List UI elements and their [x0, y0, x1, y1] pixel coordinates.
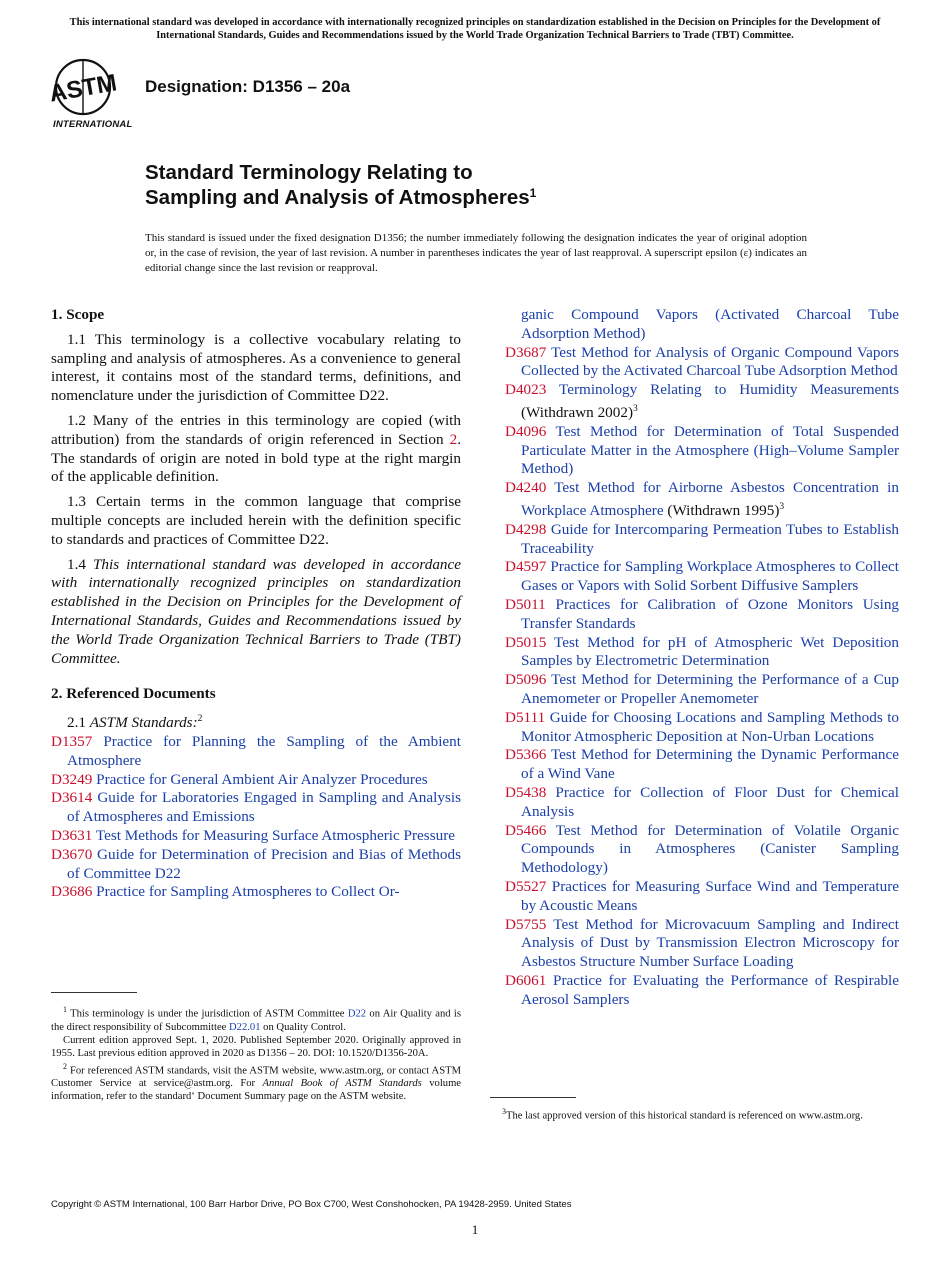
- reference-code-link[interactable]: D4597: [505, 558, 547, 576]
- reference-code-link[interactable]: D5015: [505, 633, 547, 651]
- reference-title-link[interactable]: Test Method for Microvacuum Sampling and Indirect Analysis of Dust by Transmission Electron Microscopy for Asbestos Structure Number Surface Loading: [521, 915, 899, 971]
- footnote-2: [51, 1060, 461, 1104]
- footnote-2-italic: Annual Book of ASTM Standards: [262, 1078, 422, 1090]
- reference-item: [505, 423, 899, 479]
- scope-paragraph-1: 1.1 This terminology is a collective vocabulary relating to sampling and analysis of atmospheres. As a convenience to general interest, it contains most of the standard terms, definitions, and nomenclature under the jurisdiction of Committee D22.: [51, 330, 461, 405]
- reference-title-link[interactable]: Terminology Relating to Humidity Measurements: [559, 381, 899, 399]
- reference-item: [51, 827, 461, 846]
- scope-p4-text: This international standard was developed in accordance with internationally recognized principles on standardization established in the Decision on Principles for the Development of International Standards, Guides and Recommendations issued by the World Trade Organization Technical Barriers to Trade (TBT) Committee.: [51, 555, 462, 667]
- reference-item: [505, 822, 899, 878]
- reference-title-link[interactable]: Test Method for Determining the Performance of a Cup Anemometer or Propeller Anemometer: [521, 671, 899, 708]
- subsection-number: 2.1: [67, 714, 86, 732]
- reference-title-link[interactable]: Practice for Sampling Workplace Atmospheres to Collect Gases or Vapors with Solid Sorbent Diffusive Samplers: [521, 558, 900, 595]
- reference-item: [505, 558, 899, 596]
- withdrawn-note: (Withdrawn 1995): [667, 502, 780, 520]
- committee-d22-link[interactable]: D22: [347, 1008, 367, 1020]
- reference-item: [51, 771, 461, 790]
- astm-standards-label: [67, 710, 461, 733]
- reference-code-link[interactable]: D6061: [505, 972, 547, 990]
- reference-item: [51, 789, 461, 827]
- reference-code-link[interactable]: D5096: [505, 671, 547, 689]
- reference-item: [505, 878, 899, 916]
- reference-item: [505, 972, 899, 1010]
- standard-top-note: This international standard was developed in accordance with internationally recognized principles on standardization established in the Decision on Principles for the Development of International Standards, Guides and Recommendations issued by the World Trade Organization Technical Barriers to Trade (TBT) Committee.: [69, 17, 881, 41]
- reference-item: [505, 916, 899, 972]
- reference-item: [505, 521, 899, 559]
- reference-list-left: [51, 733, 461, 902]
- scope-paragraph-4: [51, 556, 461, 669]
- reference-item: [505, 634, 899, 672]
- issued-note: This standard is issued under the fixed designation D1356; the number immediately following the designation indicates the year of original adoption or, in the case of revision, the year of last revision. A number in parentheses indicates the year of last reapproval. A superscript epsilon (ε) indicates an editorial change since the last revision or reapproval.: [145, 232, 807, 274]
- scope-paragraph-2: [51, 412, 461, 487]
- reference-title-link[interactable]: Test Method for Determination of Total Suspended Particulate Matter in the Atmosphere (High–Volume Sampler Method): [521, 422, 899, 478]
- reference-title-link[interactable]: Guide for Intercomparing Permeation Tubes to Establish Traceability: [521, 520, 899, 557]
- page-title: [145, 160, 536, 210]
- reference-item: [51, 883, 461, 902]
- footnote-rule-right: [490, 1097, 576, 1098]
- referenced-documents-heading: 2. Referenced Documents: [51, 685, 216, 703]
- title-footnote-marker: 1: [529, 186, 537, 200]
- designation: Designation: D1356 – 20a: [145, 77, 351, 96]
- reference-title-link[interactable]: Guide for Choosing Locations and Sampling Methods to Monitor Atmospheric Deposition at Non-Urban Locations: [521, 708, 900, 745]
- reference-item: [505, 596, 899, 634]
- footnote-1-text-a: This terminology is under the jurisdiction of ASTM Committee: [70, 1008, 345, 1020]
- reference-code-link[interactable]: D3614: [51, 789, 93, 807]
- reference-code-link[interactable]: D5111: [505, 708, 546, 726]
- reference-item: [51, 733, 461, 771]
- reference-title-link[interactable]: Test Method for Determining the Dynamic Performance of a Wind Vane: [521, 746, 899, 783]
- subsection-footnote-marker: 2: [197, 714, 203, 725]
- footnote-3-marker: 3: [502, 1107, 506, 1116]
- reference-title-link[interactable]: Practices for Calibration of Ozone Monitors Using Transfer Standards: [521, 596, 900, 632]
- reference-code-link[interactable]: D1357: [51, 733, 93, 750]
- scope-p2-text-b: . The standards of origin are noted in bold type at the right margin of the applicable definition.: [51, 430, 461, 486]
- footnote-1-text-c: on Quality Control.: [263, 1021, 346, 1033]
- reference-title-link[interactable]: Guide for Laboratories Engaged in Sampling and Analysis of Atmospheres and Emissions: [67, 789, 461, 826]
- reference-title-link[interactable]: Guide for Determination of Precision and Bias of Methods of Committee D22: [67, 845, 461, 882]
- reference-item: [505, 671, 899, 709]
- left-column: [51, 306, 461, 902]
- withdrawn-note: (Withdrawn 2002): [521, 404, 633, 422]
- reference-item: [505, 746, 899, 784]
- reference-item: [505, 709, 899, 747]
- scope-p4-number: 1.4: [67, 555, 86, 573]
- reference-code-link[interactable]: D4240: [505, 479, 547, 497]
- logo-wordmark: INTERNATIONAL: [53, 119, 133, 130]
- reference-title-link[interactable]: Practice for General Ambient Air Analyzer Procedures: [96, 770, 428, 788]
- section-2-link[interactable]: 2: [449, 430, 458, 448]
- copyright-notice: Copyright © ASTM International, 100 Barr Harbor Drive, PO Box C700, West Conshohocken, PA 19428-2959. United States: [51, 1199, 572, 1210]
- footnote-marker: 3: [779, 502, 785, 513]
- reference-item: [51, 846, 461, 884]
- reference-title-link[interactable]: Practice for Sampling Atmospheres to Collect Or-: [96, 883, 400, 901]
- scope-p2-text-a: 1.2 Many of the entries in this terminology are copied (with attribution) from the standards of origin referenced in Section: [51, 411, 461, 448]
- reference-continuation[interactable]: ganic Compound Vapors (Activated Charcoal Tube Adsorption Method): [521, 306, 899, 342]
- reference-code-link[interactable]: D4096: [505, 422, 547, 440]
- reference-title-link[interactable]: Practice for Collection of Floor Dust for Chemical Analysis: [521, 784, 899, 820]
- footnotes-left: [51, 1003, 461, 1103]
- reference-title-link[interactable]: Test Method for pH of Atmospheric Wet Deposition Samples by Electrometric Determination: [521, 633, 899, 670]
- subcommittee-d22-01-link[interactable]: D22.01: [229, 1021, 261, 1033]
- footnote-1-marker: 1: [63, 1005, 67, 1014]
- reference-code-link[interactable]: D3631: [51, 826, 93, 844]
- title-line-2-text: Sampling and Analysis of Atmospheres: [145, 186, 530, 209]
- svg-text:ASTM: ASTM: [50, 69, 119, 108]
- reference-code-link[interactable]: D3686: [51, 883, 93, 901]
- footnote-3-text: The last approved version of this historical standard is referenced on www.astm.org.: [506, 1110, 863, 1122]
- reference-code-link[interactable]: D5466: [505, 821, 547, 839]
- reference-title-link[interactable]: Practices for Measuring Surface Wind and Temperature by Acoustic Means: [521, 878, 900, 914]
- footnote-3: [490, 1105, 899, 1123]
- footnote-1-text-b: on Air Quality and is the direct responsibility of Subcommittee: [51, 1008, 461, 1033]
- reference-list-right: [505, 344, 899, 1010]
- reference-title-link[interactable]: Test Methods for Measuring Surface Atmospheric Pressure: [95, 826, 456, 844]
- reference-item: [505, 381, 899, 423]
- reference-code-link[interactable]: D5366: [505, 746, 547, 764]
- astm-international-logo-icon: [50, 56, 136, 132]
- reference-code-link[interactable]: D5011: [505, 596, 546, 614]
- reference-code-link[interactable]: D3670: [51, 845, 93, 863]
- reference-title-link[interactable]: Practice for Planning the Sampling of the Ambient Atmosphere: [67, 733, 461, 769]
- page-number: 1: [471, 1222, 479, 1237]
- footnotes-right: [490, 1105, 899, 1123]
- footnote-2-text-b: volume information, refer to the standard‘ Document Summary page on the ASTM website.: [51, 1078, 462, 1103]
- reference-item: [505, 784, 899, 822]
- reference-code-link[interactable]: D5527: [505, 878, 547, 896]
- reference-code-link[interactable]: D5755: [505, 915, 547, 933]
- subsection-label: ASTM Standards:: [89, 714, 198, 732]
- scope-paragraph-3: 1.3 Certain terms in the common language that comprise multiple concepts are included herein with the definition specific to standards and practices of Committee D22.: [51, 493, 461, 548]
- reference-code-link[interactable]: D3687: [505, 343, 547, 361]
- footnote-marker: 3: [633, 403, 638, 414]
- reference-code-link[interactable]: D3249: [51, 770, 93, 788]
- reference-title-link[interactable]: Test Method for Analysis of Organic Compound Vapors Collected by the Activated Charcoal Tube Adsorption Method: [521, 343, 900, 380]
- scope-heading: 1. Scope: [51, 306, 105, 323]
- footnote-2-marker: 2: [63, 1061, 67, 1071]
- reference-code-link[interactable]: D4298: [505, 520, 547, 538]
- reference-code-link[interactable]: D4023: [505, 381, 547, 399]
- reference-title-link[interactable]: Practice for Evaluating the Performance of Respirable Aerosol Samplers: [521, 972, 900, 1008]
- footnote-1-edition: Current edition approved Sept. 1, 2020. Published September 2020. Originally approved in 1955. Last previous edition approved in 2020 as D1356 – 20. DOI: 10.1520/D1356-20A.: [51, 1034, 461, 1059]
- footnote-rule-left: [51, 992, 137, 993]
- title-line-1: Standard Terminology Relating to: [145, 161, 473, 184]
- reference-title-link[interactable]: Test Method for Airborne Asbestos Concentration in Workplace Atmosphere: [521, 479, 899, 520]
- footnote-2-text-a: For referenced ASTM standards, visit the ASTM website, www.astm.org, or contact ASTM Customer Service at service@astm.org. For: [51, 1065, 461, 1090]
- footnote-1: [51, 1003, 461, 1034]
- title-line-2: [145, 185, 536, 210]
- reference-title-link[interactable]: Test Method for Determination of Volatile Organic Compounds in Atmospheres (Canister Sampling Methodology): [521, 821, 899, 877]
- reference-item: [505, 344, 899, 382]
- reference-item: [505, 479, 899, 521]
- reference-code-link[interactable]: D5438: [505, 784, 547, 802]
- right-column: [505, 306, 899, 1010]
